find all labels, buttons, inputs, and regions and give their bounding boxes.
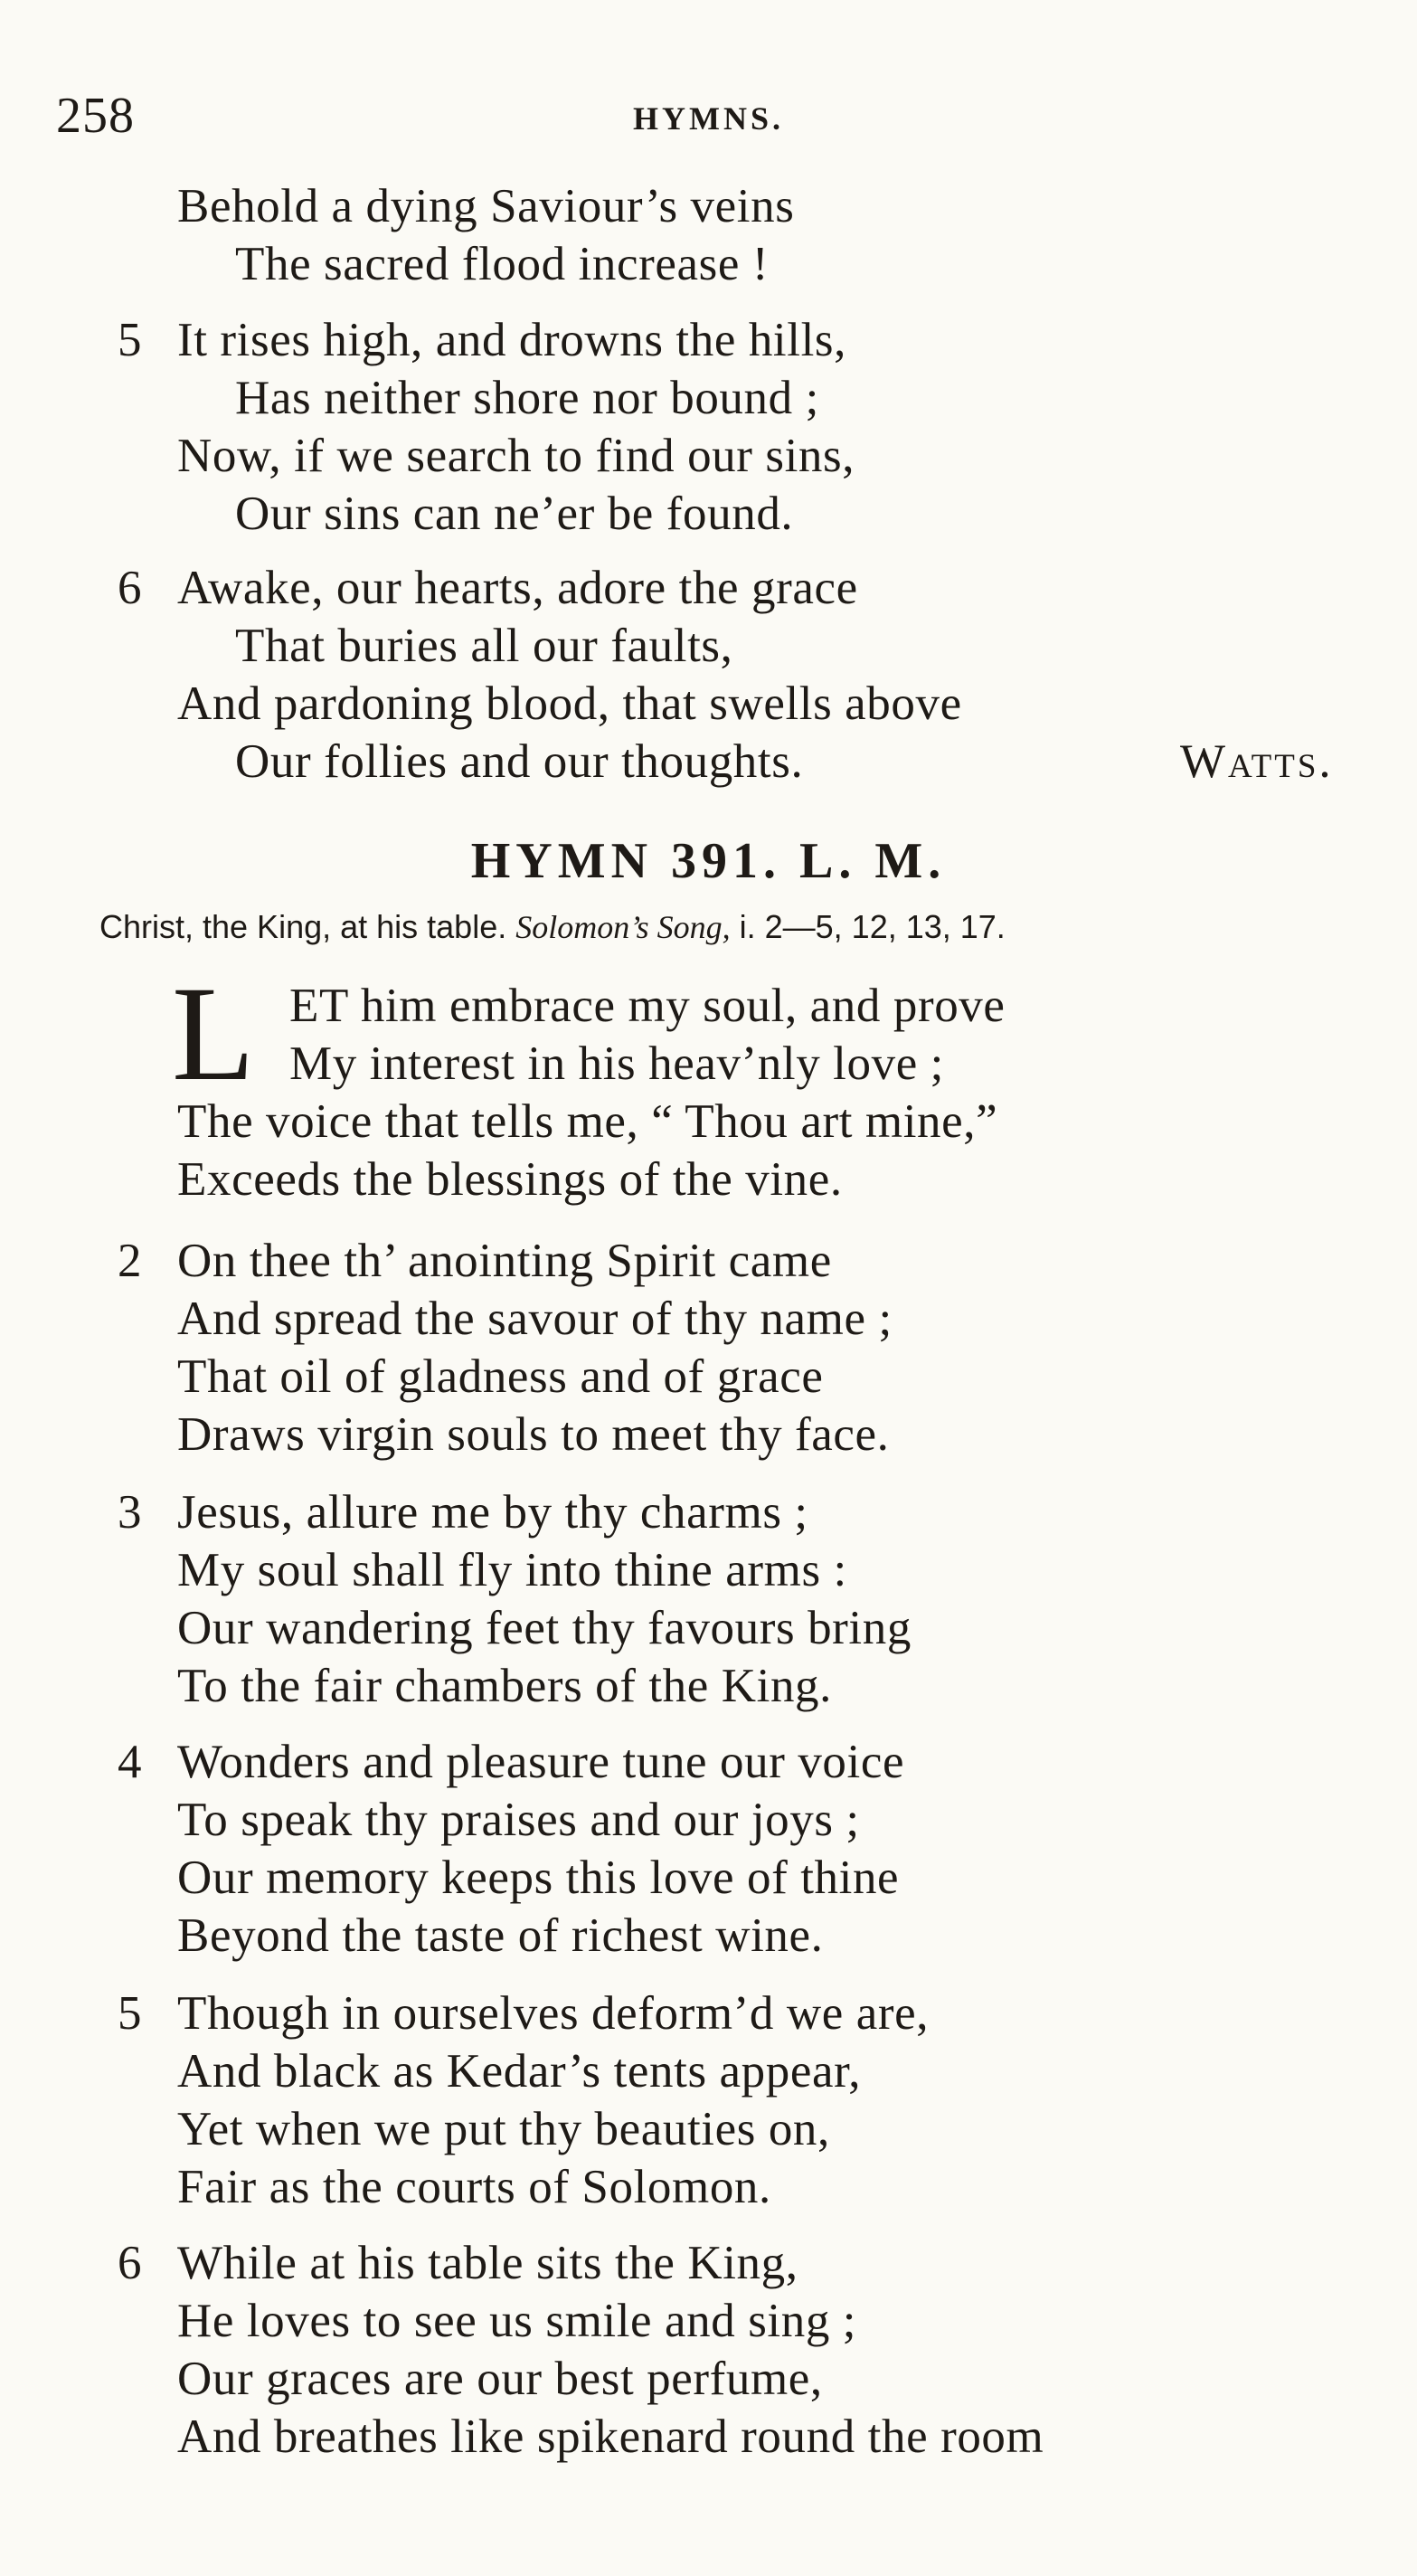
verse-line: My soul shall fly into thine arms : <box>177 1544 847 1596</box>
hymn-subtitle <box>99 904 1006 950</box>
drop-cap: L <box>172 959 255 1109</box>
verse-line: Yet when we put thy beauties on, <box>177 2103 830 2155</box>
verse-line: Behold a dying Saviour’s veins <box>177 180 795 232</box>
subtitle-theme: Christ, the King, at his table. <box>99 908 507 945</box>
verse-line: While at his table sits the King, <box>177 2237 798 2289</box>
verse-line: Draws virgin souls to meet thy face. <box>177 1408 890 1461</box>
verse-line: The voice that tells me, “ Thou art mine,” <box>177 1095 998 1148</box>
verse-line: He loves to see us smile and sing ; <box>177 2295 857 2347</box>
verse-line: Our graces are our best perfume, <box>177 2353 823 2405</box>
verse-line: The sacred flood increase ! <box>235 238 770 290</box>
verse-line: And spread the savour of thy name ; <box>177 1293 893 1345</box>
verse-line: To the fair chambers of the King. <box>177 1660 832 1712</box>
verse-line: Fair as the courts of Solomon. <box>177 2161 771 2213</box>
author-attribution: Watts. <box>1180 735 1334 788</box>
verse-line: On thee th’ anointing Spirit came <box>177 1235 832 1287</box>
verse-number: 2 <box>118 1235 142 1287</box>
verse-line: That buries all our faults, <box>235 620 733 672</box>
verse-number: 6 <box>118 562 142 614</box>
verse-line: ET him embrace my soul, and prove <box>289 980 1006 1032</box>
verse-line: Our follies and our thoughts. <box>235 735 804 788</box>
verse-line: Though in ourselves deform’d we are, <box>177 1987 930 2040</box>
verse-line: My interest in his heav’nly love ; <box>289 1037 944 1090</box>
verse-number: 5 <box>118 314 142 366</box>
verse-number: 5 <box>118 1987 142 2040</box>
running-head <box>0 87 1417 144</box>
verse-line: Has neither shore nor bound ; <box>235 372 819 424</box>
verse-line: It rises high, and drowns the hills, <box>177 314 846 366</box>
page-number: 258 <box>56 88 135 144</box>
hymn-title: HYMN 391. L. M. <box>470 833 947 889</box>
verse-line: Beyond the taste of richest wine. <box>177 1909 824 1962</box>
verse-number: 4 <box>118 1736 142 1788</box>
verse-line: That oil of gladness and of grace <box>177 1350 824 1403</box>
verse-line: Awake, our hearts, adore the grace <box>177 562 858 614</box>
verse-line: To speak thy praises and our joys ; <box>177 1794 860 1846</box>
verse-number: 3 <box>118 1486 142 1539</box>
verse-line: And pardoning blood, that swells above <box>177 677 962 730</box>
running-title: HYMNS. <box>633 100 784 137</box>
verse-line: Our memory keeps this love of thine <box>177 1852 900 1904</box>
subtitle-reference: Solomon’s Song, <box>515 909 731 945</box>
verse-line: Our wandering feet thy favours bring <box>177 1602 912 1654</box>
verse-line: And breathes like spikenard round the room <box>177 2410 1044 2463</box>
verse-line: Jesus, allure me by thy charms ; <box>177 1486 808 1539</box>
verse-number: 6 <box>118 2237 142 2289</box>
verse-line: Now, if we search to find our sins, <box>177 430 855 482</box>
verse-line: Wonders and pleasure tune our voice <box>177 1736 905 1788</box>
verse-line: Exceeds the blessings of the vine. <box>177 1153 843 1206</box>
verse-line: Our sins can ne’er be found. <box>235 488 794 540</box>
subtitle-reference-numbers: i. 2—5, 12, 13, 17. <box>739 908 1006 945</box>
verse-line: And black as Kedar’s tents appear, <box>177 2045 862 2098</box>
